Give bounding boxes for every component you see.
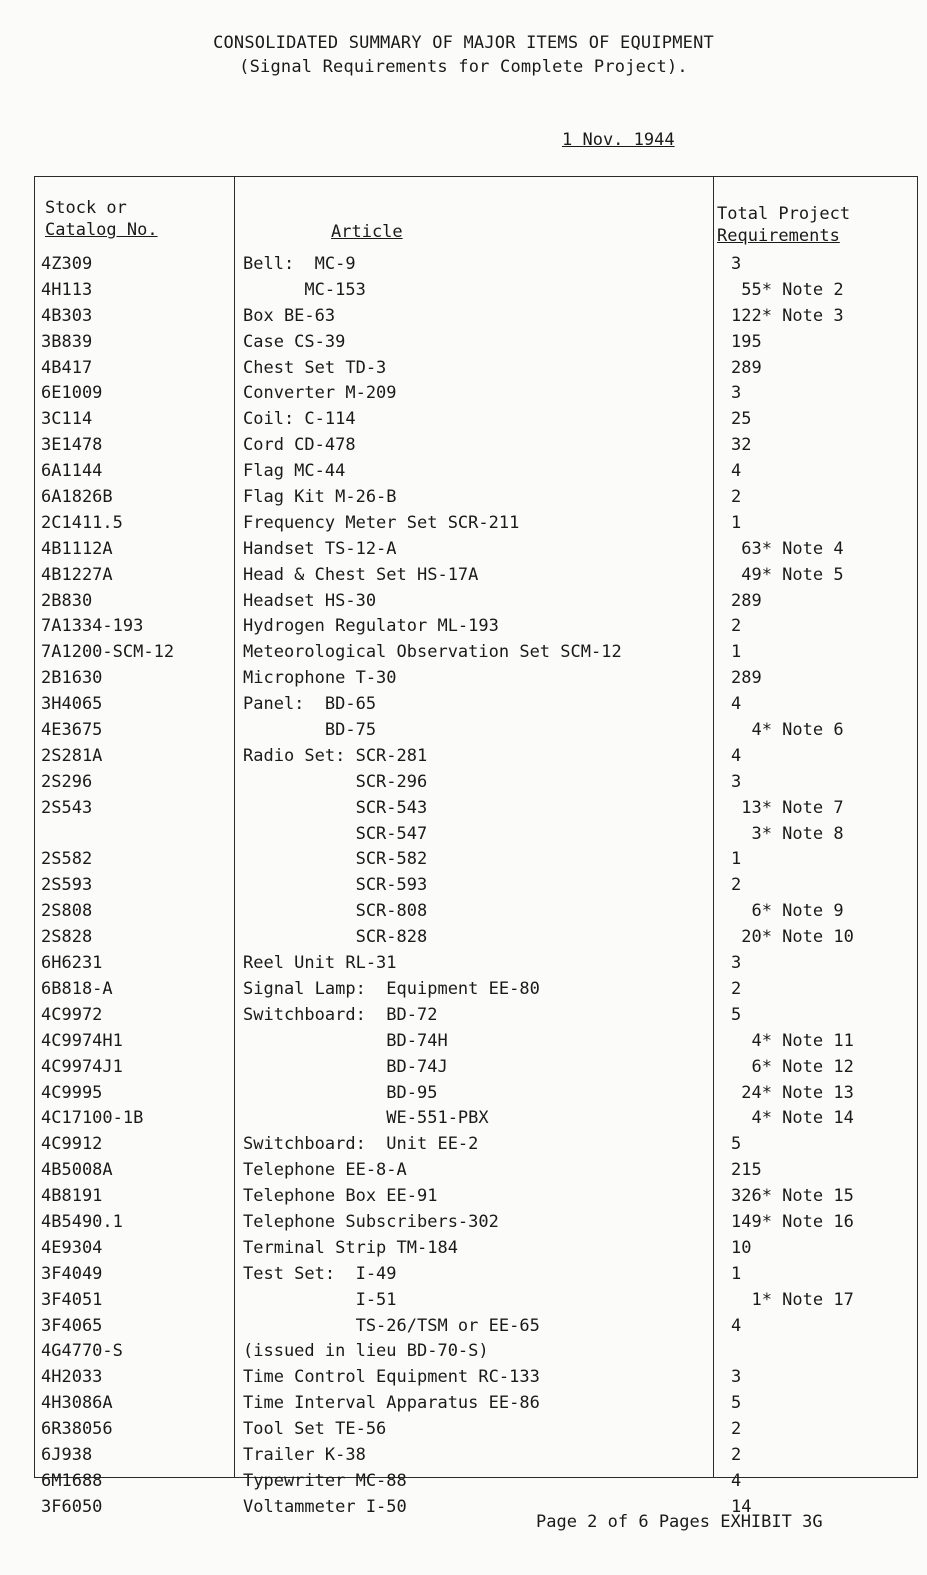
header-stock-line1: Stock or <box>45 198 127 218</box>
stock-number-cell: 6J938 <box>41 1444 93 1465</box>
requirement-cell: 1 <box>731 512 742 533</box>
table-row <box>35 433 917 459</box>
stock-number-cell: 4C9995 <box>41 1082 103 1103</box>
article-cell: Switchboard: BD-72 <box>243 1004 438 1025</box>
table-row <box>35 1417 917 1443</box>
article-cell: BD-75 <box>243 720 377 741</box>
requirement-cell: 24* Note 13 <box>731 1082 854 1103</box>
article-cell: MC-153 <box>243 279 366 300</box>
stock-number-cell: 4B1227A <box>41 564 113 585</box>
table-row <box>35 1391 917 1417</box>
requirement-cell: 6* Note 9 <box>731 901 844 922</box>
stock-number-cell: 7A1334-193 <box>41 616 144 637</box>
article-cell: Switchboard: Unit EE-2 <box>243 1134 479 1155</box>
stock-number-cell: 6A1826B <box>41 487 113 508</box>
stock-number-cell: 2B830 <box>41 590 93 611</box>
article-cell: Time Interval Apparatus EE-86 <box>243 1393 540 1414</box>
table-row <box>35 563 917 589</box>
article-cell: Tool Set TE-56 <box>243 1419 387 1440</box>
stock-number-cell: 4C17100-1B <box>41 1108 144 1129</box>
stock-number-cell: 4H3086A <box>41 1393 113 1414</box>
article-cell: Handset TS-12-A <box>243 538 397 559</box>
stock-number-cell: 4H2033 <box>41 1367 103 1388</box>
table-row <box>35 770 917 796</box>
table-row <box>35 977 917 1003</box>
stock-number-cell: 4C9974J1 <box>41 1056 123 1077</box>
document-subtitle: (Signal Requirements for Complete Project). <box>239 57 688 77</box>
requirement-cell: 4* Note 14 <box>731 1108 854 1129</box>
stock-number-cell: 3H4065 <box>41 694 103 715</box>
table-row <box>35 692 917 718</box>
table-row <box>35 744 917 770</box>
table-row <box>35 304 917 330</box>
table-row <box>35 614 917 640</box>
table-row <box>35 589 917 615</box>
requirement-cell: 2 <box>731 1419 742 1440</box>
requirement-cell: 4 <box>731 694 742 715</box>
article-cell: TS-26/TSM or EE-65 <box>243 1315 540 1336</box>
document-date: 1 Nov. 1944 <box>562 130 675 150</box>
stock-number-cell: 4E3675 <box>41 720 103 741</box>
table-row <box>35 278 917 304</box>
header-total-line2: Requirements <box>717 226 840 246</box>
stock-number-cell: 4E9304 <box>41 1237 103 1258</box>
requirement-cell: 2 <box>731 978 742 999</box>
table-row <box>35 1288 917 1314</box>
requirement-cell: 1 <box>731 642 742 663</box>
table-row <box>35 899 917 925</box>
requirement-cell: 149* Note 16 <box>731 1211 854 1232</box>
table-row <box>35 1210 917 1236</box>
stock-number-cell: 2S808 <box>41 901 93 922</box>
stock-number-cell: 2S828 <box>41 927 93 948</box>
article-cell: BD-74J <box>243 1056 448 1077</box>
article-cell: Microphone T-30 <box>243 668 397 689</box>
table-row <box>35 1184 917 1210</box>
stock-number-cell: 4C9974H1 <box>41 1030 123 1051</box>
table-row <box>35 511 917 537</box>
table-row <box>35 485 917 511</box>
requirement-cell: 3 <box>731 1367 742 1388</box>
article-cell: Case CS-39 <box>243 331 346 352</box>
table-row <box>35 718 917 744</box>
stock-number-cell: 4B5008A <box>41 1160 113 1181</box>
article-cell: SCR-547 <box>243 823 428 844</box>
stock-number-cell: 3F4065 <box>41 1315 103 1336</box>
table-row <box>35 1262 917 1288</box>
requirement-cell: 20* Note 10 <box>731 927 854 948</box>
stock-number-cell: 4G4770-S <box>41 1341 123 1362</box>
requirement-cell: 2 <box>731 875 742 896</box>
stock-number-cell: 2S593 <box>41 875 93 896</box>
requirement-cell: 6* Note 12 <box>731 1056 854 1077</box>
table-row <box>35 847 917 873</box>
article-cell: Frequency Meter Set SCR-211 <box>243 512 520 533</box>
stock-number-cell: 6B818-A <box>41 978 113 999</box>
requirement-cell: 3 <box>731 953 742 974</box>
article-cell: WE-551-PBX <box>243 1108 489 1129</box>
table-row <box>35 951 917 977</box>
article-cell: Head & Chest Set HS-17A <box>243 564 479 585</box>
article-cell: SCR-582 <box>243 849 428 870</box>
article-cell: BD-95 <box>243 1082 438 1103</box>
article-cell: Telephone Box EE-91 <box>243 1186 438 1207</box>
stock-number-cell: 2S582 <box>41 849 93 870</box>
equipment-table <box>34 176 918 1517</box>
article-cell: Bell: MC-9 <box>243 254 356 274</box>
article-cell: Coil: C-114 <box>243 409 356 430</box>
header-total-requirements <box>717 203 850 247</box>
requirement-cell: 1 <box>731 849 742 870</box>
header-stock-catalog <box>45 197 158 241</box>
table-row <box>35 1314 917 1340</box>
article-cell: Voltammeter I-50 <box>243 1496 407 1517</box>
table-body <box>35 252 917 1521</box>
requirement-cell: 4 <box>731 461 742 482</box>
stock-number-cell: 4Z309 <box>41 254 93 274</box>
requirement-cell: 2 <box>731 1444 742 1465</box>
stock-number-cell: 3F4049 <box>41 1263 103 1284</box>
table-row <box>35 1158 917 1184</box>
article-cell: Time Control Equipment RC-133 <box>243 1367 540 1388</box>
table-row <box>35 1029 917 1055</box>
article-cell: Terminal Strip TM-184 <box>243 1237 458 1258</box>
article-cell: Meteorological Observation Set SCM-12 <box>243 642 622 663</box>
article-cell: Test Set: I-49 <box>243 1263 397 1284</box>
requirement-cell: 195 <box>731 331 762 352</box>
requirement-cell: 5 <box>731 1134 742 1155</box>
article-cell: Reel Unit RL-31 <box>243 953 397 974</box>
requirement-cell: 289 <box>731 357 762 378</box>
article-cell: Telephone EE-8-A <box>243 1160 407 1181</box>
stock-number-cell: 2S296 <box>41 771 93 792</box>
requirement-cell: 3* Note 8 <box>731 823 844 844</box>
requirement-cell: 3 <box>731 771 742 792</box>
article-cell: SCR-808 <box>243 901 428 922</box>
requirement-cell: 4* Note 11 <box>731 1030 854 1051</box>
article-cell: Trailer K-38 <box>243 1444 366 1465</box>
table-row <box>35 330 917 356</box>
table-row <box>35 796 917 822</box>
stock-number-cell: 3E1478 <box>41 435 103 456</box>
requirement-cell: 122* Note 3 <box>731 305 844 326</box>
article-cell: Hydrogen Regulator ML-193 <box>243 616 499 637</box>
stock-number-cell: 2C1411.5 <box>41 512 123 533</box>
stock-number-cell: 6H6231 <box>41 953 103 974</box>
requirement-cell: 5 <box>731 1393 742 1414</box>
requirement-cell: 63* Note 4 <box>731 538 844 559</box>
requirement-cell: 14 <box>731 1496 752 1517</box>
table-row <box>35 822 917 848</box>
table-row <box>35 640 917 666</box>
table-row <box>35 666 917 692</box>
page-footer: Page 2 of 6 Pages EXHIBIT 3G <box>536 1512 823 1532</box>
stock-number-cell: 3F4051 <box>41 1289 103 1310</box>
requirement-cell: 4 <box>731 745 742 766</box>
requirement-cell: 3 <box>731 254 742 274</box>
table-row <box>35 252 917 278</box>
article-cell: Converter M-209 <box>243 383 397 404</box>
stock-number-cell: 2S281A <box>41 745 103 766</box>
table-row <box>35 1339 917 1365</box>
requirement-cell: 32 <box>731 435 752 456</box>
article-cell: SCR-543 <box>243 797 428 818</box>
stock-number-cell: 4B1112A <box>41 538 113 559</box>
requirement-cell: 55* Note 2 <box>731 279 844 300</box>
article-cell: Signal Lamp: Equipment EE-80 <box>243 978 540 999</box>
article-cell: Telephone Subscribers-302 <box>243 1211 499 1232</box>
table-row <box>35 1081 917 1107</box>
requirement-cell: 4 <box>731 1315 742 1336</box>
requirement-cell: 4* Note 6 <box>731 720 844 741</box>
requirement-cell: 25 <box>731 409 752 430</box>
article-cell: Flag MC-44 <box>243 461 346 482</box>
requirement-cell: 1* Note 17 <box>731 1289 854 1310</box>
stock-number-cell: 6M1688 <box>41 1470 103 1491</box>
requirement-cell: 215 <box>731 1160 762 1181</box>
stock-number-cell: 6A1144 <box>41 461 103 482</box>
article-cell: Panel: BD-65 <box>243 694 377 715</box>
stock-number-cell: 3B839 <box>41 331 93 352</box>
requirement-cell: 4 <box>731 1470 742 1491</box>
article-cell: BD-74H <box>243 1030 448 1051</box>
article-cell: Typewriter MC-88 <box>243 1470 407 1491</box>
requirement-cell: 1 <box>731 1263 742 1284</box>
stock-number-cell: 3F6050 <box>41 1496 103 1517</box>
table-row <box>35 1003 917 1029</box>
stock-number-cell: 6E1009 <box>41 383 103 404</box>
document-title: CONSOLIDATED SUMMARY OF MAJOR ITEMS OF EQUIPMENT <box>213 33 714 53</box>
stock-number-cell: 4B5490.1 <box>41 1211 123 1232</box>
header-article: Article <box>331 222 403 242</box>
requirement-cell: 289 <box>731 590 762 611</box>
stock-number-cell: 7A1200-SCM-12 <box>41 642 175 663</box>
requirement-cell: 3 <box>731 383 742 404</box>
table-row <box>35 1236 917 1262</box>
stock-number-cell: 4B417 <box>41 357 93 378</box>
requirement-cell: 326* Note 15 <box>731 1186 854 1207</box>
table-row <box>35 1469 917 1495</box>
table-row <box>35 1443 917 1469</box>
article-cell: (issued in lieu BD-70-S) <box>243 1341 489 1362</box>
article-cell: Box BE-63 <box>243 305 336 326</box>
requirement-cell: 5 <box>731 1004 742 1025</box>
table-row <box>35 1365 917 1391</box>
stock-number-cell: 2S543 <box>41 797 93 818</box>
stock-number-cell: 4H113 <box>41 279 93 300</box>
stock-number-cell: 4B303 <box>41 305 93 326</box>
article-cell: SCR-828 <box>243 927 428 948</box>
stock-number-cell: 2B1630 <box>41 668 103 689</box>
article-cell: I-51 <box>243 1289 397 1310</box>
table-row <box>35 1132 917 1158</box>
table-row <box>35 407 917 433</box>
article-cell: SCR-593 <box>243 875 428 896</box>
table-row <box>35 356 917 382</box>
table-row <box>35 537 917 563</box>
table-row <box>35 925 917 951</box>
requirement-cell: 49* Note 5 <box>731 564 844 585</box>
stock-number-cell: 4C9912 <box>41 1134 103 1155</box>
stock-number-cell: 4C9972 <box>41 1004 103 1025</box>
requirement-cell: 289 <box>731 668 762 689</box>
article-cell: SCR-296 <box>243 771 428 792</box>
requirement-cell: 13* Note 7 <box>731 797 844 818</box>
article-cell: Cord CD-478 <box>243 435 356 456</box>
requirement-cell: 10 <box>731 1237 752 1258</box>
header-total-line1: Total Project <box>717 204 851 224</box>
requirement-cell: 2 <box>731 487 742 508</box>
stock-number-cell: 4B8191 <box>41 1186 103 1207</box>
table-row <box>35 459 917 485</box>
header-stock-line2: Catalog No. <box>45 220 158 240</box>
stock-number-cell: 6R38056 <box>41 1419 113 1440</box>
table-row <box>35 873 917 899</box>
table-row <box>35 1055 917 1081</box>
article-cell: Radio Set: SCR-281 <box>243 745 428 766</box>
article-cell: Flag Kit M-26-B <box>243 487 397 508</box>
table-row <box>35 1106 917 1132</box>
table-row <box>35 381 917 407</box>
article-cell: Chest Set TD-3 <box>243 357 387 378</box>
article-cell: Headset HS-30 <box>243 590 377 611</box>
stock-number-cell: 3C114 <box>41 409 93 430</box>
requirement-cell: 2 <box>731 616 742 637</box>
